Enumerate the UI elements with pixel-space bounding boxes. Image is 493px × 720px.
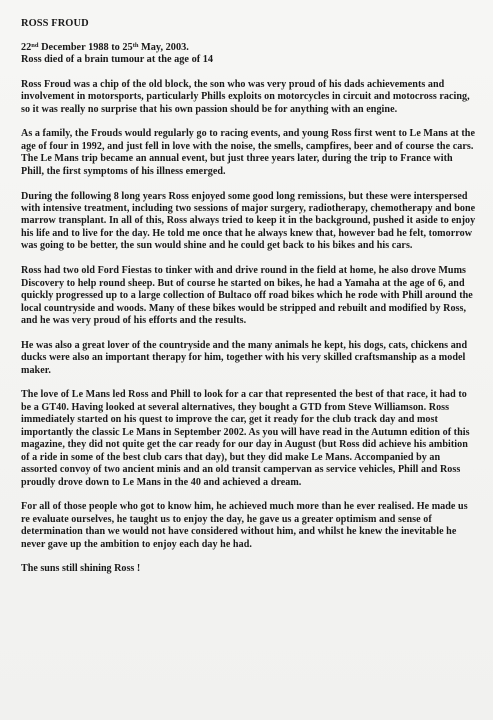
- end-rest: May, 2003.: [138, 42, 189, 53]
- paragraph-illness: During the following 8 long years Ross enjoyed some good long remissions, but these were interspersed with intensive treatment, including two sessions of major surgery, radiotherapy, chemotherapy and bone marrow transplant. In all of this, Ross always tried to keep it in the background, pushed it aside to enjoy his life and to live for the day. He told me once that he always knew that, however bad he felt, tomorrow was going to be better, the sun would shine and he could get back to his bikes and his cars.: [21, 190, 476, 252]
- paragraph-gt40: The love of Le Mans led Ross and Phill to look for a car that represented the best of that race, it had to be a GT40. Having looked at several alternatives, they bought a GTD from Steve Williamson. Ross immediately started on his quest to improve the car, get it ready for the club track day and most importantly the classic Le Mans in September 2002. As you will have read in the Autumn edition of this magazine, they did not quite get the car ready for our day in August (but Ross did achieve his ambition of a ride in some of the best club cars that day), but they did make Le Mans. Accompanied by an assorted convoy of two ancient minis and an old transit campervan as service vehicles, Phill and Ross proudly drove down to Le Mans in the 40 and achieved a dream.: [21, 389, 470, 488]
- life-dates: [21, 42, 477, 54]
- paragraph-countryside: He was also a great lover of the countryside and the many animals he kept, his dogs, cats, chickens and ducks were also an important therapy for him, together with his very skilled craftsmanship as a model maker.: [21, 339, 468, 376]
- start-day-suffix: nd: [31, 42, 39, 49]
- paragraph-le-mans-family: As a family, the Frouds would regularly go to racing events, and young Ross first went to Le Mans at the age of four in 1992, and just fell in love with the noise, the smells, campfires, beer and of course the cars. The Le Mans trip became an annual event, but just three years later, during the trip to France with Phill, the first symptoms of his illness emerged.: [21, 128, 476, 177]
- cause-of-death: Ross died of a brain tumour at the age of 14: [21, 54, 214, 66]
- start-rest: December 1988 to 25: [38, 42, 133, 53]
- end-day-suffix: th: [132, 42, 139, 49]
- start-day: 22: [21, 42, 32, 53]
- paragraph-intro: Ross Froud was a chip of the old block, the son who was very proud of his dads achievements and involvement in motorsports, particularly Phills exploits on motorcycles in circuit and motocross racing, so it was really no surprise that his own passion should be for anything with an engine.: [21, 78, 470, 115]
- paragraph-legacy: For all of those people who got to know him, he achieved much more than he ever realised. He made us re evaluate ourselves, he taught us to enjoy the day, he gave us a greater optimism and sense of determination than we would not have considered without him, and whilst he knew the inevitable he never gave up the ambition to enjoy each day he had.: [21, 501, 468, 550]
- paragraph-cars-bikes: Ross had two old Ford Fiestas to tinker with and drive round in the field at home, he also drove Mums Discovery to help round sheep. But of course he started on bikes, he had a Yamaha at the age of 6, and quickly progressed up to a large collection of Bultaco off road bikes which he rode with Phill around the local countryside and woods. Many of these bikes would be stripped and rebuilt and modified by Ross, and he was very proud of his efforts and the results.: [21, 265, 473, 326]
- closing-line: The suns still shining Ross !: [21, 563, 141, 575]
- page-title: ROSS FROUD: [21, 18, 89, 29]
